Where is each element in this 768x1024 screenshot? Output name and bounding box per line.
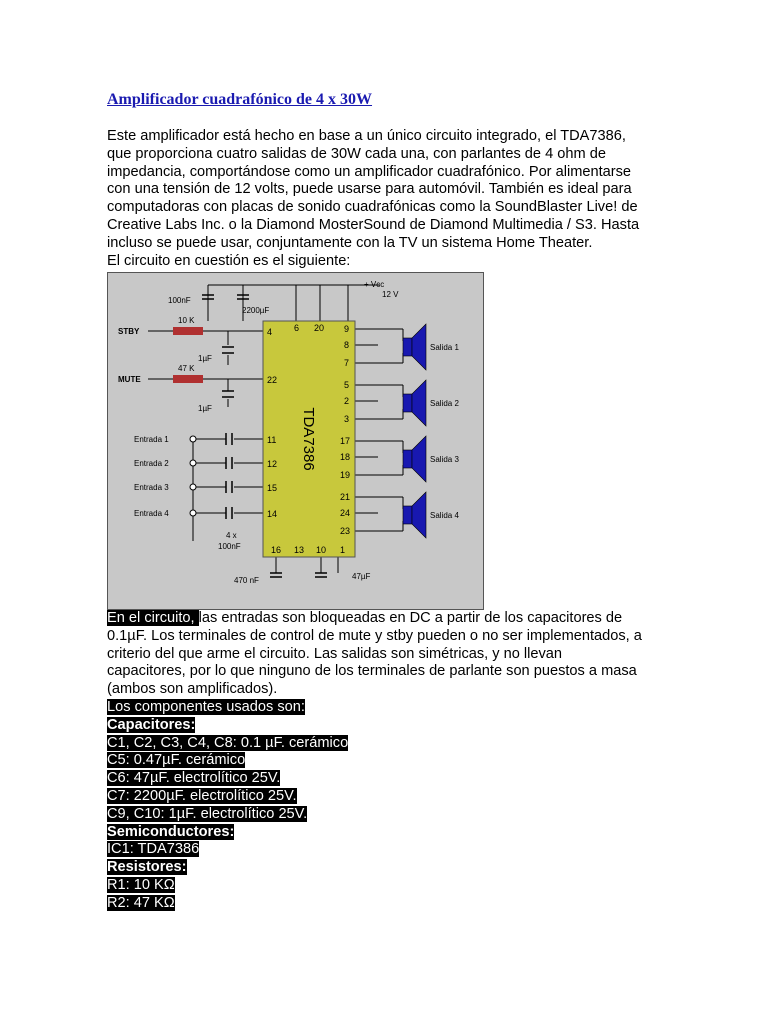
pin-number: 10 bbox=[316, 545, 327, 555]
highlighted-text: Los componentes usados son: bbox=[107, 698, 305, 715]
c-1uf-label: 1µF bbox=[198, 354, 212, 363]
input-label: Entrada 1 bbox=[134, 435, 169, 444]
pin-number: 16 bbox=[271, 545, 282, 555]
circuit-schematic bbox=[107, 272, 484, 610]
pin-number: 19 bbox=[340, 470, 351, 480]
output-label: Salida 4 bbox=[430, 511, 459, 520]
highlighted-text: En el circuito, bbox=[107, 610, 199, 626]
vcc-label: + Vcc bbox=[364, 280, 385, 289]
body-line bbox=[107, 610, 667, 628]
component-line bbox=[107, 752, 667, 770]
pin-number: 6 bbox=[294, 323, 300, 333]
intro-line: computadoras con placas de sonido cuadrafónicas como la SoundBlaster Live! de bbox=[107, 199, 638, 216]
highlighted-text: R2: 47 KΩ bbox=[107, 894, 175, 911]
cap-2200-label: 2200µF bbox=[242, 306, 270, 315]
resistors-heading bbox=[107, 859, 667, 877]
body-text: las entradas son bloqueadas en DC a partir de los capacitores de bbox=[198, 610, 623, 626]
highlighted-heading: Capacitores: bbox=[107, 716, 196, 733]
highlighted-text: C5: 0.47µF. cerámico bbox=[107, 752, 246, 769]
highlighted-heading: Resistores: bbox=[107, 859, 187, 876]
highlighted-text: IC1: TDA7386 bbox=[107, 841, 200, 858]
pin-number: 13 bbox=[294, 545, 305, 555]
body-line: capacitores, por lo que ninguno de los terminales de parlante son puestos a masa bbox=[107, 663, 637, 680]
input-caps-count: 4 x bbox=[226, 531, 237, 540]
pin-number: 12 bbox=[267, 459, 278, 469]
cap-100nf-label: 100nF bbox=[168, 296, 191, 305]
highlighted-text: C6: 47µF. electrolítico 25V. bbox=[107, 770, 281, 787]
pin-number: 11 bbox=[267, 435, 277, 445]
input-label: Entrada 3 bbox=[134, 483, 169, 492]
pin-number: 18 bbox=[340, 452, 351, 462]
component-line bbox=[107, 788, 667, 806]
speakers bbox=[403, 324, 426, 538]
body-line: 0.1µF. Los terminales de control de mute y stby pueden o no ser implementados, a bbox=[107, 627, 642, 644]
component-line bbox=[107, 770, 667, 788]
output-label: Salida 2 bbox=[430, 399, 459, 408]
highlighted-text: C9, C10: 1µF. electrolítico 25V. bbox=[107, 805, 308, 822]
body-line: (ambos son amplificados). bbox=[107, 681, 278, 698]
input-label: Entrada 2 bbox=[134, 459, 169, 468]
resistor-r2 bbox=[173, 375, 203, 383]
pin-number: 5 bbox=[344, 380, 350, 390]
pin-number: 7 bbox=[344, 358, 350, 368]
pin-number: 24 bbox=[340, 508, 351, 518]
description-body bbox=[107, 610, 667, 913]
r2-label: 47 K bbox=[178, 364, 195, 373]
components-intro bbox=[107, 699, 667, 717]
pin-number: 17 bbox=[340, 436, 351, 446]
pin-number: 1 bbox=[340, 545, 346, 555]
cap-47-label: 47µF bbox=[352, 572, 371, 581]
cap-470-label: 470 nF bbox=[234, 576, 259, 585]
document-title: Amplificador cuadrafónico de 4 x 30W bbox=[107, 91, 373, 108]
intro-line: Este amplificador está hecho en base a un único circuito integrado, el TDA7386, bbox=[107, 128, 626, 144]
highlighted-text: R1: 10 KΩ bbox=[107, 876, 175, 893]
intro-line: que proporciona cuatro salidas de 30W cada una, con parlantes de 4 ohm de bbox=[107, 145, 606, 162]
pin-number: 14 bbox=[267, 509, 278, 519]
component-line bbox=[107, 877, 667, 895]
intro-line: Creative Labs Inc. o la Diamond MosterSound de Diamond Multimedia / S3. Hasta bbox=[107, 216, 640, 233]
vcc-voltage: 12 V bbox=[382, 290, 399, 299]
intro-line: El circuito en cuestión es el siguiente: bbox=[107, 252, 351, 269]
semis-heading bbox=[107, 824, 667, 842]
chip-label: TDA7386 bbox=[300, 407, 317, 471]
pin-number: 2 bbox=[344, 396, 350, 406]
highlighted-text: C7: 2200µF. electrolítico 25V. bbox=[107, 787, 297, 804]
pin-number: 3 bbox=[344, 414, 350, 424]
intro-paragraph bbox=[107, 128, 667, 270]
input-caps-value: 100nF bbox=[218, 542, 241, 551]
intro-line: impedancia, comportándose como un amplificador cuadrafónico. Por alimentarse bbox=[107, 163, 632, 180]
pin-number: 23 bbox=[340, 526, 351, 536]
pin-number: 9 bbox=[344, 324, 350, 334]
stby-label: STBY bbox=[118, 327, 140, 336]
intro-line: con una tensión de 12 volts, puede usarse para automóvil. También es ideal para bbox=[107, 181, 632, 198]
pin-number: 22 bbox=[267, 375, 278, 385]
pin-number: 4 bbox=[267, 327, 273, 337]
pin-number: 15 bbox=[267, 483, 278, 493]
resistor-r1 bbox=[173, 327, 203, 335]
capacitors-heading bbox=[107, 717, 667, 735]
pin-number: 20 bbox=[314, 323, 325, 333]
pin-number: 8 bbox=[344, 340, 350, 350]
component-line bbox=[107, 735, 667, 753]
highlighted-heading: Semiconductores: bbox=[107, 823, 235, 840]
c-1uf-label: 1µF bbox=[198, 404, 212, 413]
highlighted-text: C1, C2, C3, C4, C8: 0.1 µF. cerámico bbox=[107, 734, 349, 751]
intro-line: incluso se puede usar, conjuntamente con la TV un sistema Home Theater. bbox=[107, 234, 593, 251]
component-line bbox=[107, 895, 667, 913]
schematic-drawing bbox=[108, 273, 483, 609]
component-line bbox=[107, 841, 667, 859]
r1-label: 10 K bbox=[178, 316, 195, 325]
mute-label: MUTE bbox=[118, 375, 141, 384]
input-label: Entrada 4 bbox=[134, 509, 169, 518]
body-line: criterio del que arme el circuito. Las salidas son simétricas, y no llevan bbox=[107, 645, 563, 662]
output-label: Salida 1 bbox=[430, 343, 459, 352]
output-label: Salida 3 bbox=[430, 455, 459, 464]
pin-number: 21 bbox=[340, 492, 351, 502]
component-line bbox=[107, 806, 667, 824]
